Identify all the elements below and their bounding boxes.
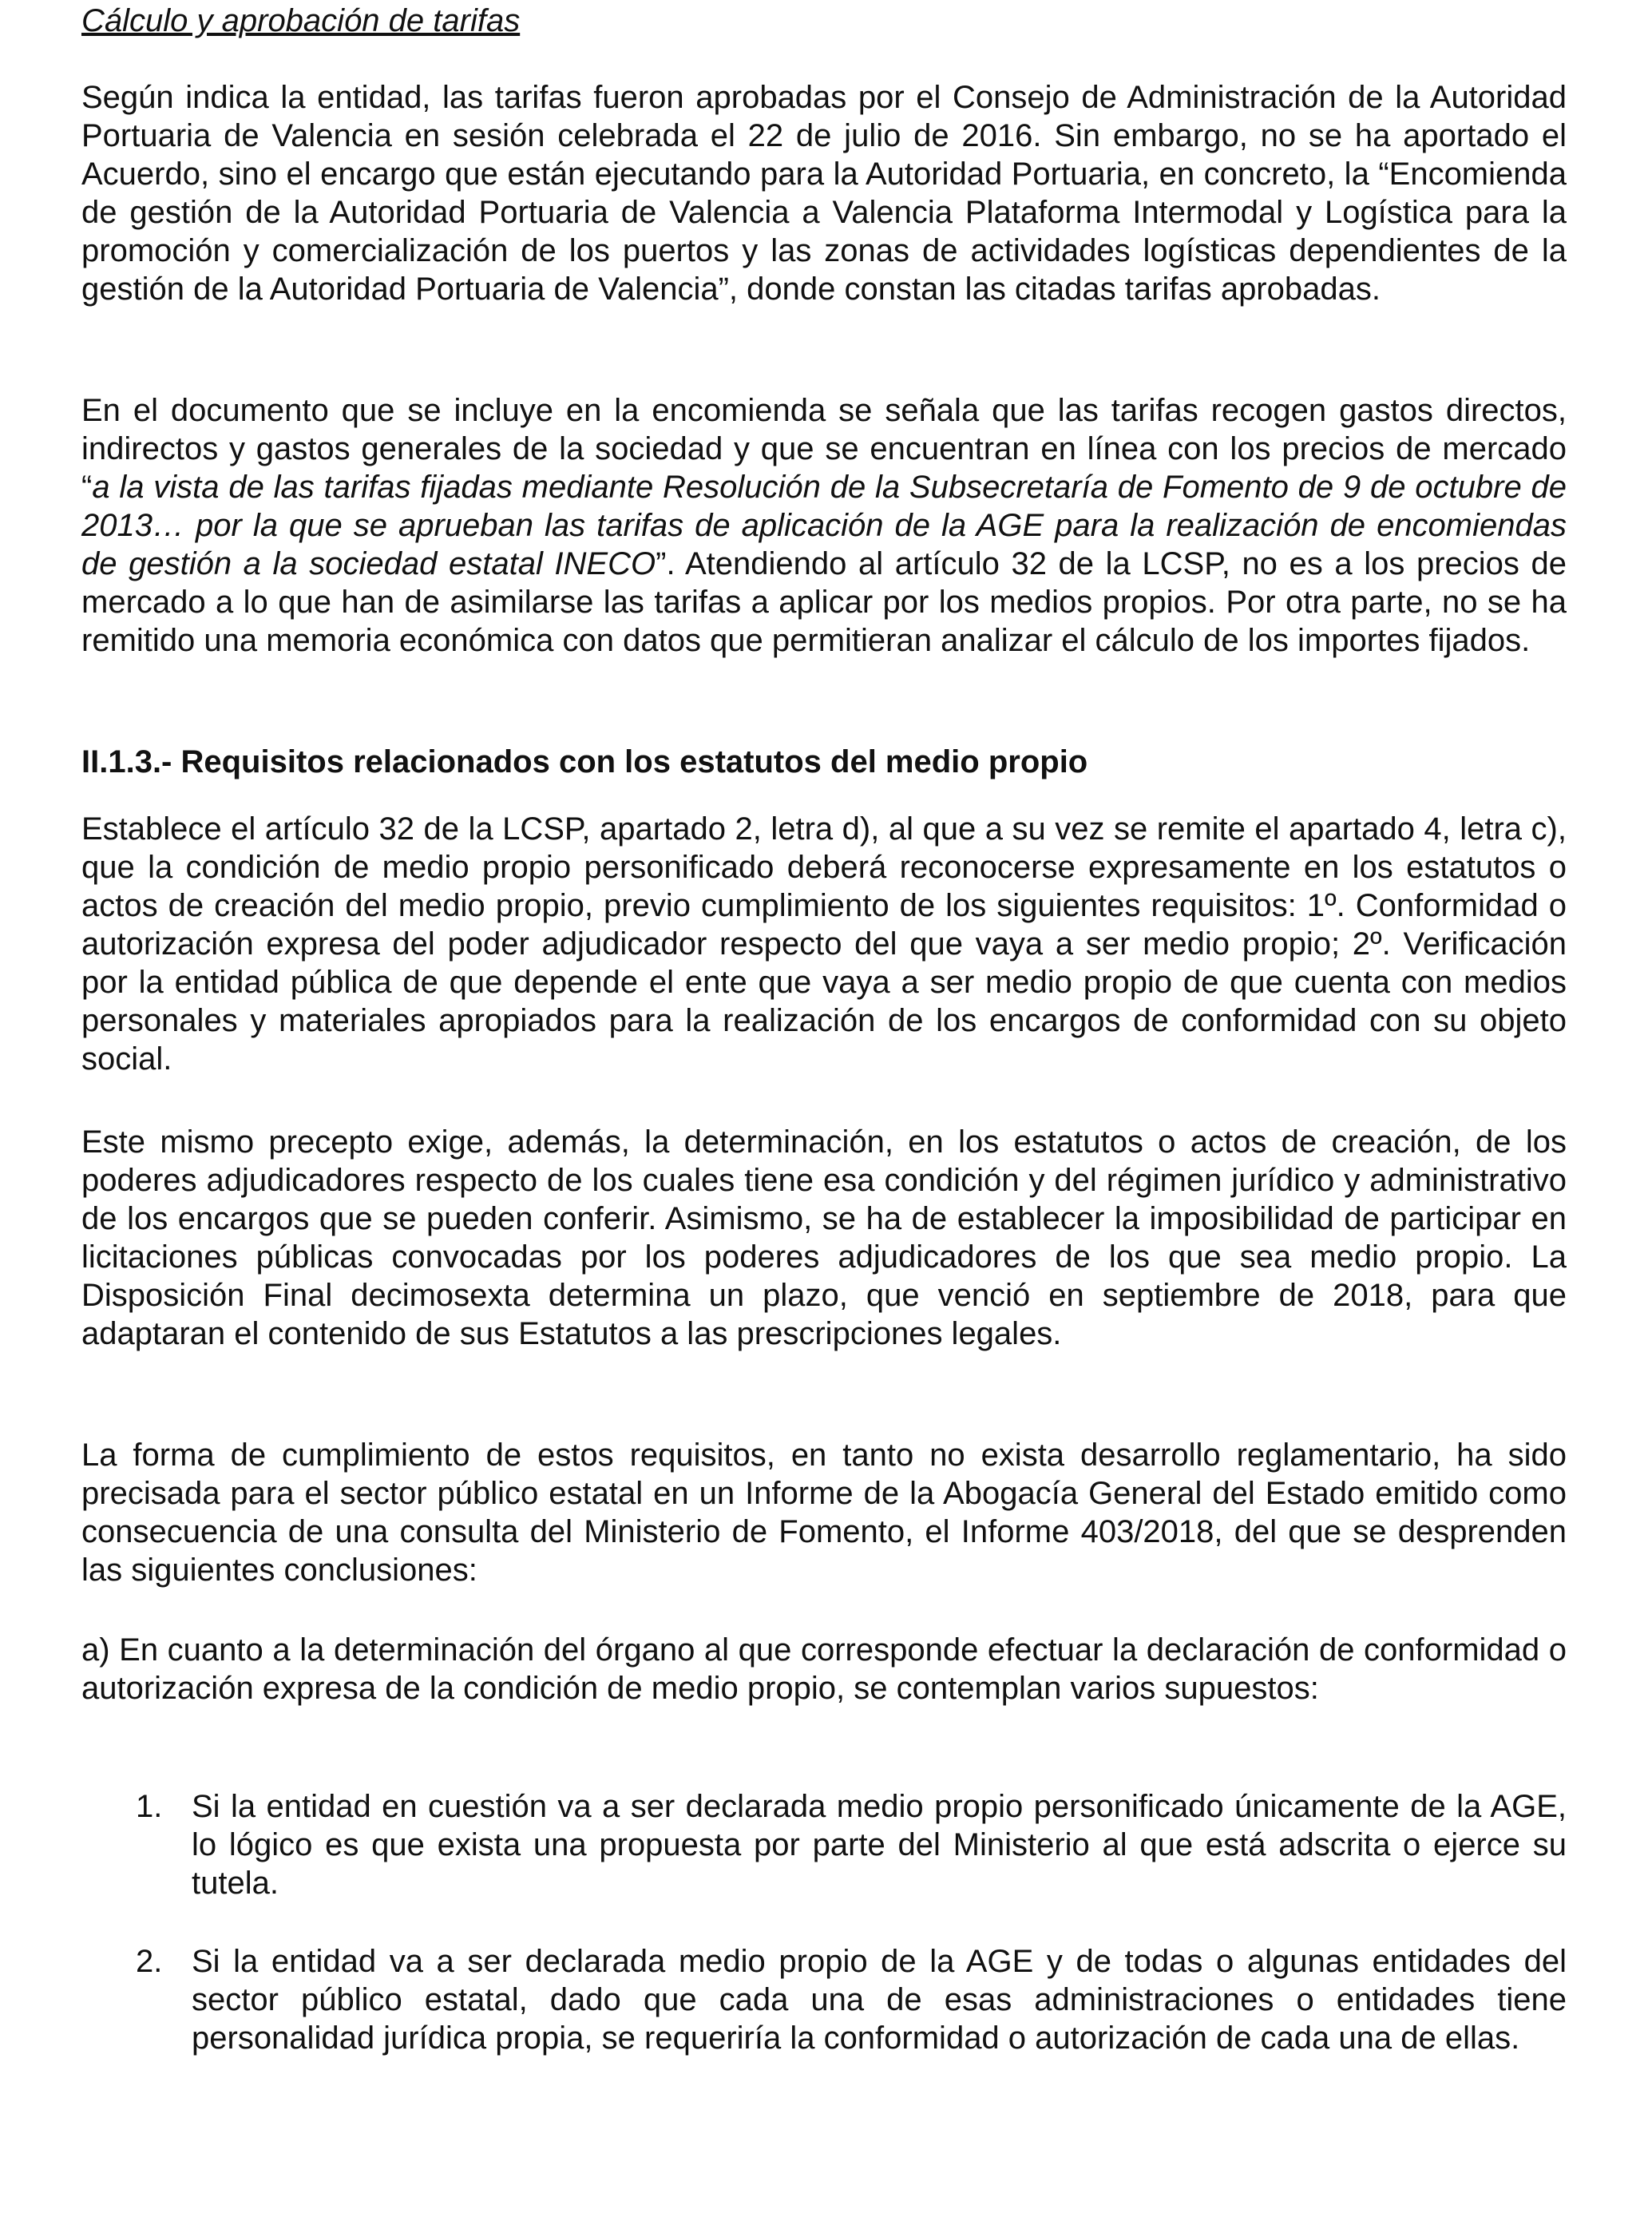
paragraph-encomienda-text-end: ”. Atendiendo al artículo 32 de la LCSP, no es a los precios de mercado a lo que han de asimilarse las tarifas a aplicar por los medios propios. Por otra parte, no se ha remitido una memoria económica con datos que permitieran analizar el cálculo de los importes fijados.	[81, 546, 1567, 658]
paragraph-encomienda-text: En el documento que se incluye en la encomienda se señala que las tarifas recogen gastos directos, indirectos y gastos generales de la sociedad y que se encuentran en línea con los precios de mercado “	[81, 393, 1567, 505]
paragraph-conclusion-a: a) En cuanto a la determinación del órgano al que corresponde efectuar la declaración de conformidad o autorización expresa de la condición de medio propio, se contemplan varios supuestos:	[81, 1632, 1567, 1706]
subheading-requisitos: II.1.3.- Requisitos relacionados con los estatutos del medio propio	[81, 744, 1088, 779]
list-item-text: Si la entidad en cuestión va a ser declarada medio propio personificado únicamente de la AGE, lo lógico es que exista una propuesta por parte del Ministerio al que está adscrita o ejerce su tutela.	[192, 1789, 1567, 1901]
list-item-text: Si la entidad va a ser declarada medio propio de la AGE y de todas o algunas entidades del sector público estatal, dado que cada una de esas administraciones o entidades tiene personalidad jurídica propia, se requeriría la conformidad o autorización de cada una de ellas.	[192, 1944, 1567, 2056]
paragraph-encomienda	[81, 391, 1567, 660]
paragraph-articulo-32: Establece el artículo 32 de la LCSP, apartado 2, letra d), al que a su vez se remite el apartado 4, letra c), que la condición de medio propio personificado deberá reconocerse expresamente en los estatutos o actos de creación del medio propio, previo cumplimiento de los siguientes requisitos: 1º. Conformidad o autorización expresa del poder adjudicador respecto del que vaya a ser medio propio; 2º. Verificación por la entidad pública de que depende el ente que vaya a ser medio propio de que cuenta con medios personales y materiales apropiados para la realización de los encargos de conformidad con su objeto social.	[81, 811, 1567, 1077]
list-item-number: 1.	[136, 1789, 163, 1824]
paragraph-tarifas-aprobacion: Según indica la entidad, las tarifas fueron aprobadas por el Consejo de Administración de la Autoridad Portuaria de Valencia en sesión celebrada el 22 de julio de 2016. Sin embargo, no se ha aportado el Acuerdo, sino el encargo que están ejecutando para la Autoridad Portuaria, en concreto, la “Encomienda de gestión de la Autoridad Portuaria de Valencia a Valencia Plataforma Intermodal y Logística para la promoción y comercialización de los puertos y las zonas de actividades logísticas dependientes de la gestión de la Autoridad Portuaria de Valencia”, donde constan las citadas tarifas aprobadas.	[81, 80, 1567, 307]
list-item-number: 2.	[136, 1944, 163, 1979]
section-heading: Cálculo y aprobación de tarifas	[81, 3, 521, 38]
paragraph-encomienda-quote: a la vista de las tarifas fijadas mediante Resolución de la Subsecretaría de Fomento de 9 de octubre de 2013… por la que se aprueban las tarifas de aplicación de la AGE para la realización de encomiendas de gestión a la sociedad estatal INECO	[81, 470, 1567, 581]
paragraph-precepto: Este mismo precepto exige, además, la determinación, en los estatutos o actos de creación, de los poderes adjudicadores respecto de los cuales tiene esa condición y del régimen jurídico y administrativo de los encargos que se pueden conferir. Asimismo, se ha de establecer la imposibilidad de participar en licitaciones públicas convocadas por los poderes adjudicadores de los que sea medio propio. La Disposición Final decimosexta determina un plazo, que venció en septiembre de 2018, para que adaptaran el contenido de sus Estatutos a las prescripciones legales.	[81, 1124, 1567, 1351]
paragraph-forma-cumplimiento: La forma de cumplimiento de estos requisitos, en tanto no exista desarrollo reglamentario, ha sido precisada para el sector público estatal en un Informe de la Abogacía General del Estado emitido como consecuencia de una consulta del Ministerio de Fomento, el Informe 403/2018, del que se desprenden las siguientes conclusiones:	[81, 1438, 1567, 1588]
